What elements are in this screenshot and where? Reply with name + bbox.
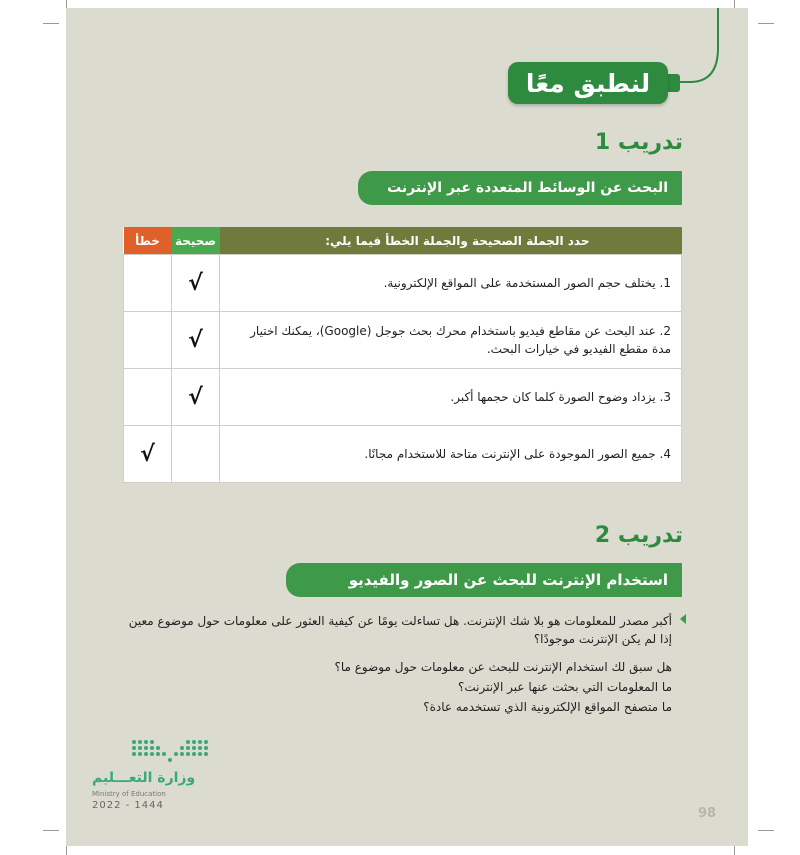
exercise2-intro: أكبر مصدر للمعلومات هو بلا شك الإنترنت. هل تساءلت يومًا عن كيفية العثور على معلومات حول موضوع معين إذا لم يكن الإنترنت موجودًا؟ — [128, 614, 672, 646]
banner-connector-line — [0, 0, 800, 120]
question-2: ما المعلومات التي بحثت عنها عبر الإنترنت؟ — [458, 680, 672, 694]
exercise1-subheading-text: البحث عن الوسائط المتعددة عبر الإنترنت — [387, 180, 668, 196]
crop-mark — [758, 830, 774, 831]
question-1: هل سبق لك استخدام الإنترنت للبحث عن معلومات حول موضوع ما؟ — [334, 660, 672, 674]
table-header-row — [124, 227, 682, 255]
table-row — [124, 312, 682, 369]
exercise1-heading: تدريب 1 — [594, 130, 683, 155]
table-header-wrong: خطأ — [124, 227, 172, 255]
wrong-mark-cell[interactable] — [124, 312, 172, 369]
ministry-logo — [92, 738, 222, 818]
wrong-mark-cell[interactable]: √ — [124, 426, 172, 483]
statement-cell: 1. يختلف حجم الصور المستخدمة على المواقع الإلكترونية. — [220, 255, 682, 312]
table-header-correct: صحيحة — [172, 227, 220, 255]
exercise2-subheading — [286, 563, 682, 597]
table-row — [124, 255, 682, 312]
statement-cell: 4. جميع الصور الموجودة على الإنترنت متاحة للاستخدام مجانًا. — [220, 426, 682, 483]
crop-mark — [43, 830, 59, 831]
page-number: 98 — [698, 806, 717, 821]
ministry-logo-icon — [130, 738, 212, 764]
table-row — [124, 369, 682, 426]
academic-year: 2022 - 1444 — [92, 800, 164, 811]
ministry-name-english: Ministry of Education — [92, 790, 166, 798]
true-false-table — [123, 227, 682, 483]
correct-mark-cell[interactable]: √ — [172, 312, 220, 369]
table-row — [124, 426, 682, 483]
question-3: ما متصفح المواقع الإلكترونية الذي تستخدمه عادة؟ — [423, 700, 672, 714]
page-title: لنطبق معًا — [525, 68, 651, 98]
ministry-name-arabic: وزارة التعـــليم — [92, 770, 196, 786]
page-title-banner — [508, 62, 668, 104]
statement-cell: 2. عند البحث عن مقاطع فيديو باستخدام محرك بحث جوجل (Google)، يمكنك اختيار مدة مقطع الفيديو في خيارات البحث. — [220, 312, 682, 369]
exercise2-heading: تدريب 2 — [594, 523, 683, 548]
statement-cell: 3. يزداد وضوح الصورة كلما كان حجمها أكبر. — [220, 369, 682, 426]
exercise1-subheading — [358, 171, 682, 205]
correct-mark-cell[interactable]: √ — [172, 255, 220, 312]
correct-mark-cell[interactable] — [172, 426, 220, 483]
exercise2-subheading-text: استخدام الإنترنت للبحث عن الصور والفيديو — [348, 571, 668, 589]
table-header-statement: حدد الجملة الصحيحة والجملة الخطأ فيما يلي: — [220, 227, 682, 255]
wrong-mark-cell[interactable] — [124, 369, 172, 426]
correct-mark-cell[interactable]: √ — [172, 369, 220, 426]
wrong-mark-cell[interactable] — [124, 255, 172, 312]
